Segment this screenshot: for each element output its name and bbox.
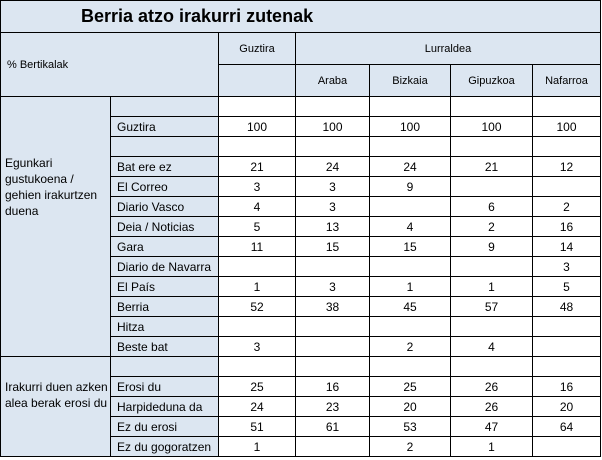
value-cell — [451, 357, 533, 377]
value-cell: 100 — [451, 117, 533, 137]
value-cell: 2 — [451, 217, 533, 237]
row-label — [111, 97, 219, 117]
value-cell: 15 — [370, 237, 451, 257]
row-label: Diario de Navarra — [111, 257, 219, 277]
value-cell — [370, 357, 451, 377]
row-label: Diario Vasco — [111, 197, 219, 217]
value-cell — [451, 317, 533, 337]
value-cell: 20 — [370, 397, 451, 417]
row-label: Guztira — [111, 117, 219, 137]
value-cell: 3 — [533, 257, 601, 277]
value-cell — [451, 257, 533, 277]
row-label: Deia / Noticias — [111, 217, 219, 237]
value-cell: 4 — [219, 197, 296, 217]
value-cell: 53 — [370, 417, 451, 437]
value-cell — [533, 317, 601, 337]
row-label: Harpideduna da — [111, 397, 219, 417]
value-cell: 26 — [451, 397, 533, 417]
value-cell: 1 — [451, 277, 533, 297]
value-cell — [370, 317, 451, 337]
value-cell — [219, 137, 296, 157]
value-cell: 25 — [219, 377, 296, 397]
col-header-nafarroa: Nafarroa — [533, 65, 601, 97]
row-label: Gara — [111, 237, 219, 257]
row-label — [111, 357, 219, 377]
col-header-bizkaia: Bizkaia — [370, 65, 451, 97]
value-cell: 1 — [370, 277, 451, 297]
value-cell — [451, 177, 533, 197]
value-cell: 16 — [296, 377, 370, 397]
value-cell — [533, 137, 601, 157]
value-cell: 4 — [451, 337, 533, 357]
row-label: El País — [111, 277, 219, 297]
value-cell: 3 — [219, 337, 296, 357]
value-cell — [533, 437, 601, 457]
value-cell — [219, 257, 296, 277]
value-cell: 16 — [533, 217, 601, 237]
value-cell: 57 — [451, 297, 533, 317]
value-cell — [296, 137, 370, 157]
table-row — [1, 97, 601, 117]
value-cell: 24 — [219, 397, 296, 417]
value-cell: 23 — [296, 397, 370, 417]
value-cell — [533, 357, 601, 377]
value-cell: 1 — [219, 277, 296, 297]
value-cell: 3 — [296, 177, 370, 197]
value-cell: 20 — [533, 397, 601, 417]
value-cell — [370, 257, 451, 277]
value-cell: 100 — [219, 117, 296, 137]
value-cell: 3 — [296, 277, 370, 297]
value-cell: 21 — [451, 157, 533, 177]
row-label: El Correo — [111, 177, 219, 197]
value-cell: 24 — [296, 157, 370, 177]
row-label — [111, 137, 219, 157]
col-header-gipuzkoa: Gipuzkoa — [451, 65, 533, 97]
value-cell: 25 — [370, 377, 451, 397]
value-cell — [533, 97, 601, 117]
value-cell — [219, 357, 296, 377]
row-label: Bat ere ez — [111, 157, 219, 177]
value-cell: 100 — [370, 117, 451, 137]
value-cell: 64 — [533, 417, 601, 437]
value-cell — [219, 317, 296, 337]
value-cell: 3 — [219, 177, 296, 197]
row-label: Erosi du — [111, 377, 219, 397]
value-cell: 2 — [370, 437, 451, 457]
value-cell: 1 — [451, 437, 533, 457]
value-cell — [370, 137, 451, 157]
row-label: Ez du gogoratzen — [111, 437, 219, 457]
value-cell: 3 — [296, 197, 370, 217]
col-header-total: Guztira — [219, 33, 296, 65]
value-cell: 15 — [296, 237, 370, 257]
value-cell: 13 — [296, 217, 370, 237]
value-cell: 52 — [219, 297, 296, 317]
col-header-araba: Araba — [296, 65, 370, 97]
group-label-preferred: Egunkari gustukoena / gehien irakurtzen duena — [1, 97, 111, 357]
value-cell: 100 — [296, 117, 370, 137]
group-label-purchased: Irakurri duen azken alea berak erosi du — [1, 357, 111, 457]
table-row — [1, 357, 601, 377]
value-cell — [296, 357, 370, 377]
row-label: Berria — [111, 297, 219, 317]
value-cell — [451, 97, 533, 117]
value-cell — [370, 197, 451, 217]
value-cell — [370, 97, 451, 117]
value-cell — [296, 337, 370, 357]
value-cell: 2 — [370, 337, 451, 357]
value-cell: 24 — [370, 157, 451, 177]
value-cell: 11 — [219, 237, 296, 257]
pct-label: % Bertikalak — [1, 33, 219, 97]
value-cell: 45 — [370, 297, 451, 317]
value-cell — [296, 437, 370, 457]
value-cell: 47 — [451, 417, 533, 437]
row-label: Hitza — [111, 317, 219, 337]
col-header-total-empty — [219, 65, 296, 97]
value-cell: 14 — [533, 237, 601, 257]
value-cell: 51 — [219, 417, 296, 437]
table-title: Berria atzo irakurri zutenak — [1, 1, 601, 33]
value-cell: 100 — [533, 117, 601, 137]
value-cell: 16 — [533, 377, 601, 397]
value-cell: 9 — [370, 177, 451, 197]
value-cell — [296, 97, 370, 117]
value-cell: 38 — [296, 297, 370, 317]
value-cell: 5 — [219, 217, 296, 237]
value-cell — [219, 97, 296, 117]
value-cell: 26 — [451, 377, 533, 397]
value-cell — [533, 337, 601, 357]
value-cell — [533, 177, 601, 197]
value-cell — [296, 257, 370, 277]
value-cell: 4 — [370, 217, 451, 237]
value-cell: 6 — [451, 197, 533, 217]
value-cell — [296, 317, 370, 337]
value-cell: 9 — [451, 237, 533, 257]
value-cell: 12 — [533, 157, 601, 177]
value-cell: 1 — [219, 437, 296, 457]
col-header-region: Lurraldea — [296, 33, 601, 65]
row-label: Beste bat — [111, 337, 219, 357]
value-cell: 48 — [533, 297, 601, 317]
value-cell: 5 — [533, 277, 601, 297]
value-cell: 2 — [533, 197, 601, 217]
row-label: Ez du erosi — [111, 417, 219, 437]
value-cell: 61 — [296, 417, 370, 437]
value-cell: 21 — [219, 157, 296, 177]
value-cell — [451, 137, 533, 157]
